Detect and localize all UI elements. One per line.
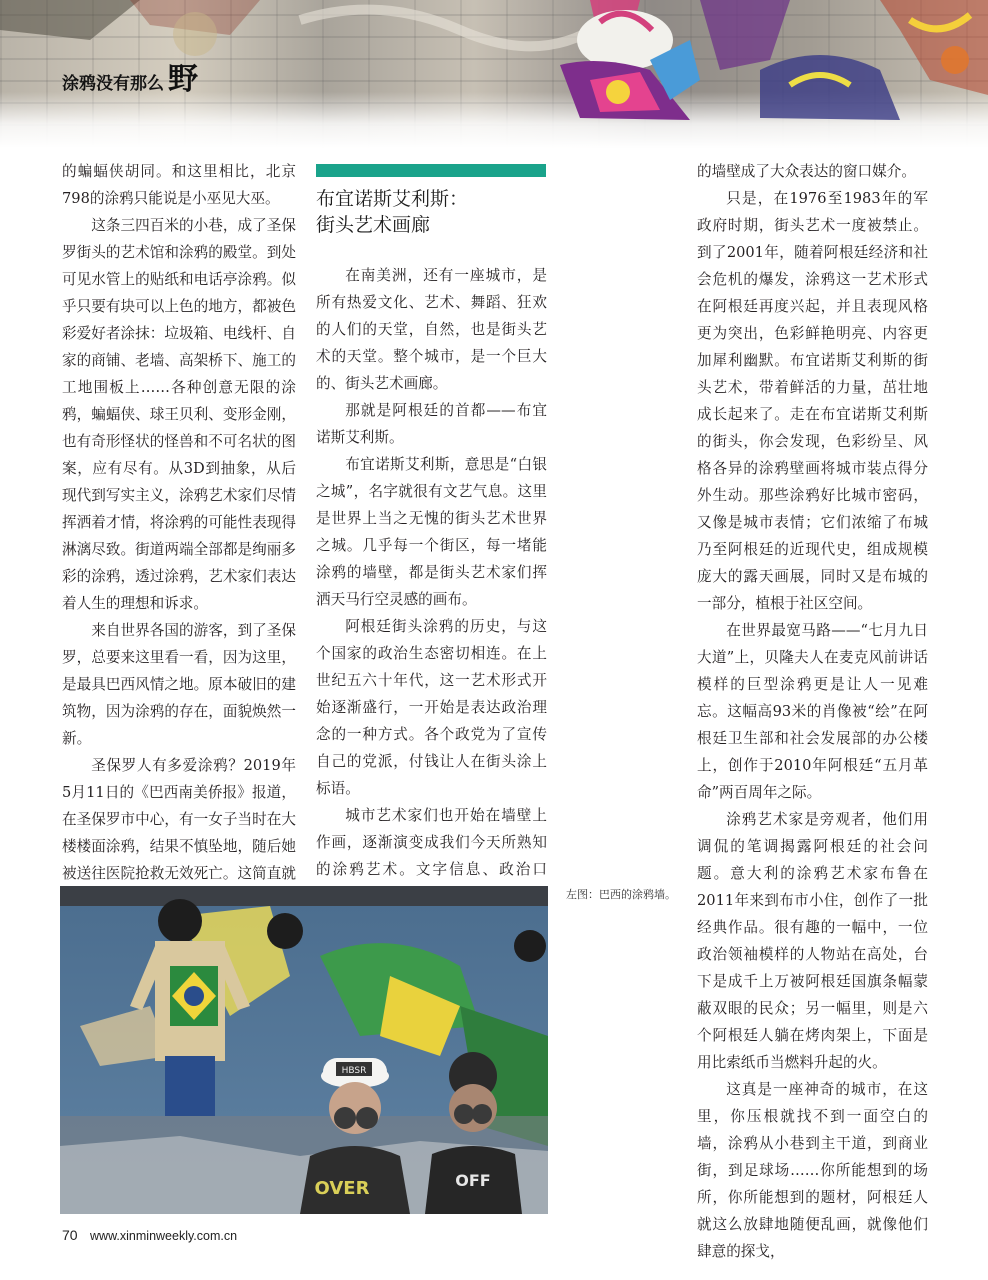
section-title-line1: 布宜诺斯艾利斯： — [316, 188, 469, 210]
photo-illustration — [60, 886, 548, 1214]
page-footer — [62, 1227, 237, 1245]
text-column-2 — [316, 262, 547, 937]
photo-caption: 左图：巴西的涂鸦墙。 — [566, 888, 676, 901]
paragraph: 布宜诺斯艾利斯，意思是“白银之城”，名字就很有文艺气息。这里是世界上当之无愧的街头艺术世界之城。几乎每一个街区，每一堵能涂鸦的墙壁，都是街头艺术家们挥洒天马行空灵感的画布。 — [316, 456, 547, 608]
section-title — [316, 186, 556, 238]
paragraph: 的蝙蝠侠胡同。和这里相比，北京798的涂鸦只能说是小巫见大巫。 — [62, 163, 296, 207]
paragraph: 这真是一座神奇的城市，在这里，你压根就找不到一面空白的墙，涂鸦从小巷到主干道，到商业街，到足球场……你所能想到的场所，你所能想到的题材，阿根廷人就这么放肆地随便乱画，就像他们肆意的探戈， — [697, 1081, 928, 1260]
shirt-print-1: OVER — [314, 1178, 370, 1199]
paragraph: 这条三四百米的小巷，成了圣保罗街头的艺术馆和涂鸦的殿堂。到处可见水管上的贴纸和电话亭涂鸦。似乎只要有块可以上色的地方，都被色彩爱好者涂抹：垃圾箱、电线杆、自家的商铺、老墙、高架桥下、施工的工地围板上……各种创意无限的涂鸦，蝙蝠侠、球王贝利、变形金刚，也有奇形怪状的怪兽和不可名状的图案，应有尽有。从3D到抽象，从后现代到写实主义，涂鸦艺术家们尽情挥洒着才情，将涂鸦的可能性表现得淋漓尽致。街道两端全部都是绚丽多彩的涂鸦，透过涂鸦，艺术家们表达着人生的理想和诉求。 — [62, 217, 296, 612]
paragraph: 在世界最宽马路——“七月九日大道”上，贝隆夫人在麦克风前讲话模样的巨型涂鸦更是让人一见难忘。这幅高93米的肖像被“绘”在阿根廷卫生部和社会发展部的办公楼上，创作于2010年阿根廷“五月革命”两百周年之际。 — [697, 622, 928, 801]
cap-logo: HBSR — [341, 1066, 367, 1076]
paragraph: 的墙壁成了大众表达的窗口媒介。 — [697, 163, 916, 180]
page-number: 70 — [62, 1227, 78, 1243]
graffiti-header-banner — [0, 0, 988, 148]
brazil-graffiti-photo — [60, 886, 548, 1214]
paragraph: 涂鸦艺术家是旁观者，他们用调侃的笔调揭露阿根廷的社会问题。意大利的涂鸦艺术家布鲁在2011年来到布市小住，创作了一批经典作品。很有趣的一幅中，一位政治领袖模样的人物站在高处，台下是成千上万被阿根廷国旗条幅蒙蔽双眼的民众；另一幅里，则是六个阿根廷人躺在烤肉架上，下面是用比索纸币当燃料升起的火。 — [697, 811, 928, 1071]
paragraph: 在南美洲，还有一座城市，是所有热爱文化、艺术、舞蹈、狂欢的人们的天堂，自然，也是街头艺术的天堂。整个城市，是一个巨大的、街头艺术画廊。 — [316, 267, 547, 392]
shirt-print-2: OFF — [455, 1171, 491, 1190]
website-url: www.xinminweekly.com.cn — [90, 1229, 238, 1243]
section-accent-bar — [316, 164, 546, 177]
paragraph: 圣保罗人有多爱涂鸦？2019年5月11日的《巴西南美侨报》报道，在圣保罗市中心，有一女子当时在大楼楼面涂鸦，结果不慎坠地，随后她被送往医院抢救无效死亡。这简直就 — [62, 757, 296, 882]
paragraph: 来自世界各国的游客，到了圣保罗，总要来这里看一看，因为这里，是最具巴西风情之地。原本破旧的建筑物，因为涂鸦的存在，面貌焕然一新。 — [62, 622, 296, 747]
paragraph: 只是，在1976至1983年的军政府时期，街头艺术一度被禁止。到了2001年，随着阿根廷经济和社会危机的爆发，涂鸦这一艺术形式在阿根廷再度兴起，并且表现风格更为突出，色彩鲜艳明亮、内容更加犀利幽默。布宜诺斯艾利斯的街头艺术，带着鲜活的力量，茁壮地成长起来了。走在布宜诺斯艾利斯的街头，你会发现，色彩纷呈、风格各异的涂鸦壁画将城市装点得分外生动。那些涂鸦好比城市密码，又像是城市表情；它们浓缩了布城乃至阿根廷的近现代史，组成规模庞大的露天画展，同时又是布城的一部分，植根于社区空间。 — [697, 190, 928, 612]
kicker-text: 涂鸦没有那么 — [62, 74, 164, 94]
text-column-1 — [62, 158, 296, 914]
column-kicker — [62, 54, 198, 98]
kicker-big-char: 野 — [168, 62, 198, 97]
paragraph: 阿根廷街头涂鸦的历史，与这个国家的政治生态密切相连。在上世纪五六十年代，这一艺术形式开始逐渐盛行，一开始是表达政治理念的一种方式。各个政党为了宣传自己的党派，付钱让人在街头涂上标语。 — [316, 618, 547, 797]
paragraph: 城市艺术家们也开始在墙壁上作画，逐渐演变成我们今天所熟知的涂鸦艺术。文字信息、政治口 — [316, 807, 547, 878]
text-column-3 — [697, 158, 928, 1265]
section-title-line2: 街头艺术画廊 — [316, 214, 431, 236]
paragraph: 那就是阿根廷的首都——布宜诺斯艾利斯。 — [316, 402, 547, 446]
